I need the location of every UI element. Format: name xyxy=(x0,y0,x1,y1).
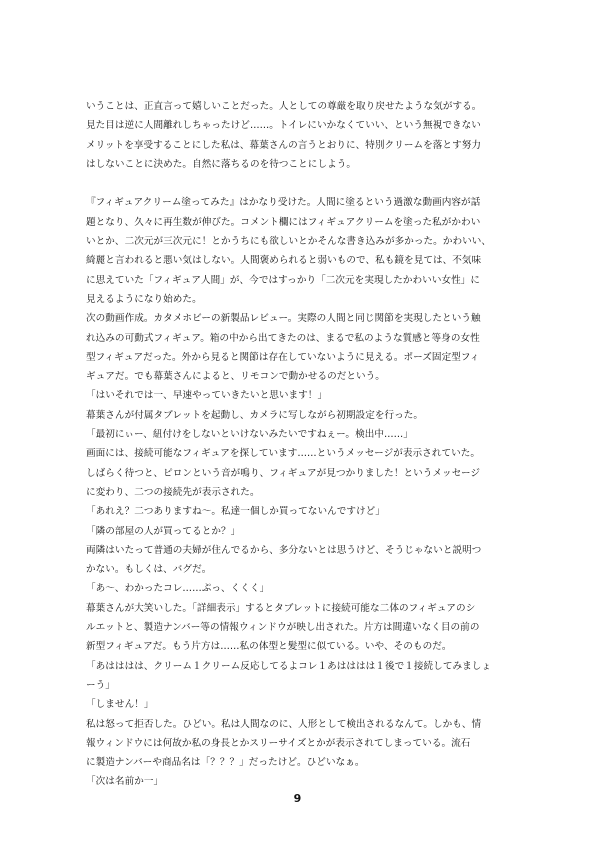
text-line: しばらく待つと、ピロンという音が鳴り、フィギュアが見つかりました！というメッセージ xyxy=(86,467,481,479)
text-line: かない。もしくは、バグだ。 xyxy=(86,564,212,576)
text-line: 綺麗と言われると悪い気はしない。人間褒められると弱いもので、私も鏡を見ては、不気味 xyxy=(86,255,482,267)
text-line: 題となり、久々に再生数が伸びた。コメント欄にはフィギュアクリームを塗った私がかわい xyxy=(86,216,481,228)
text-line: 私は怒って拒否した。ひどい。私は人間なのに、人形として検出されるなんて。しかも、情 xyxy=(86,718,482,730)
text-line: 両隣はいたって普通の夫婦が住んでるから、多分ないとは思うけど、そうじゃないと説明つ xyxy=(86,544,482,556)
text-line: 「あ～、わかったコレ……ぷっ、くくく」 xyxy=(86,583,270,595)
text-line: 「はいそれでは一、早速やっていきたいと思います！」 xyxy=(86,390,328,402)
text-line: はしないことに決めた。自然に落ちるのを待つことにしよう。 xyxy=(86,158,357,170)
text-line: 報ウィンドウには何故か私の身長とかスリーサイズとかが表示されてしまっている。流石 xyxy=(86,737,471,749)
text-line: 新型フィギュアだ。もう片方は……私の体型と髪型に似ている。いや、そのものだ。 xyxy=(86,641,452,653)
text-line: 幕葉さんが大笑いした。「詳細表示」するとタブレットに接続可能な二体のフィギュアのシ xyxy=(86,602,476,614)
text-line: ルエットと、製造ナンバー等の情報ウィンドウが映し出された。片方は間違いなく目の前の xyxy=(86,622,480,634)
text-line: 「しません！」 xyxy=(86,699,154,711)
text-line: に思えていた「フィギュア人間」が、今ではすっかり「二次元を実現したかわいい女性」に xyxy=(86,274,481,286)
text-line: 画面には、接続可能なフィギュアを探しています……というメッセージが表示されていた。 xyxy=(86,448,481,460)
text-line: 見た目は逆に人間離れしちゃったけど……。トイレにいかなくていい、という無視できない xyxy=(86,120,481,132)
text-line: 「あれえ？二つありますね～。私達一個しか買ってないんですけど」 xyxy=(86,506,385,518)
text-line: れ込みの可動式フィギュア。箱の中から出てきたのは、まるで私のような質感と等身の女性 xyxy=(86,332,480,344)
blank-line xyxy=(86,174,526,193)
body-text xyxy=(86,97,526,792)
text-line: 型フィギュアだった。外から見ると関節は存在していないように見える。ポーズ固定型フィ xyxy=(86,351,480,363)
text-line: 「隣の部屋の人が買ってるとか？」 xyxy=(86,525,241,537)
text-line: 見えるようになり始めた。 xyxy=(86,293,202,305)
text-line: メリットを享受することにした私は、幕葉さんの言うとおりに、特別クリームを落とす努力 xyxy=(86,139,482,151)
text-line: に製造ナンバーや商品名は「？？？」だったけど。ひどいなぁ。 xyxy=(86,757,365,769)
text-line: 幕葉さんが付属タブレットを起動し、カメラに写しながら初期設定を行った。 xyxy=(86,409,424,421)
text-line: 次の動画作成。カタメホビーの新製品レビュー。実際の人間と同じ関節を実現したという触 xyxy=(86,313,481,325)
text-line: 「最初にぃー、紐付けをしないといけないみたいですねぇー。検出中……」 xyxy=(86,429,413,441)
page-number: 9 xyxy=(293,792,302,805)
text-line: ギュアだ。でも幕葉さんによると、リモコンで動かせるのだという。 xyxy=(86,371,385,383)
text-line: に変わり、二つの接続先が表示された。 xyxy=(86,486,260,498)
text-line: 「あはははは、クリーム１クリーム反応してるよコレ１あはははは１後で１接続してみましょ xyxy=(86,660,492,672)
text-line: 「次は名前か一」 xyxy=(86,776,164,788)
text-line: いとか、二次元が三次元に！とかうちにも欲しいとかそんな書き込みが多かった。かわいい、 xyxy=(86,236,492,248)
text-line: 『フィギュアクリーム塗ってみた』はかなり受けた。人間に塗るという過激な動画内容が話 xyxy=(86,197,481,209)
text-line: いうことは、正直言って嬉しいことだった。人としての尊厳を取り戻せたような気がする。 xyxy=(86,101,482,112)
text-line: ーう」 xyxy=(86,679,115,691)
